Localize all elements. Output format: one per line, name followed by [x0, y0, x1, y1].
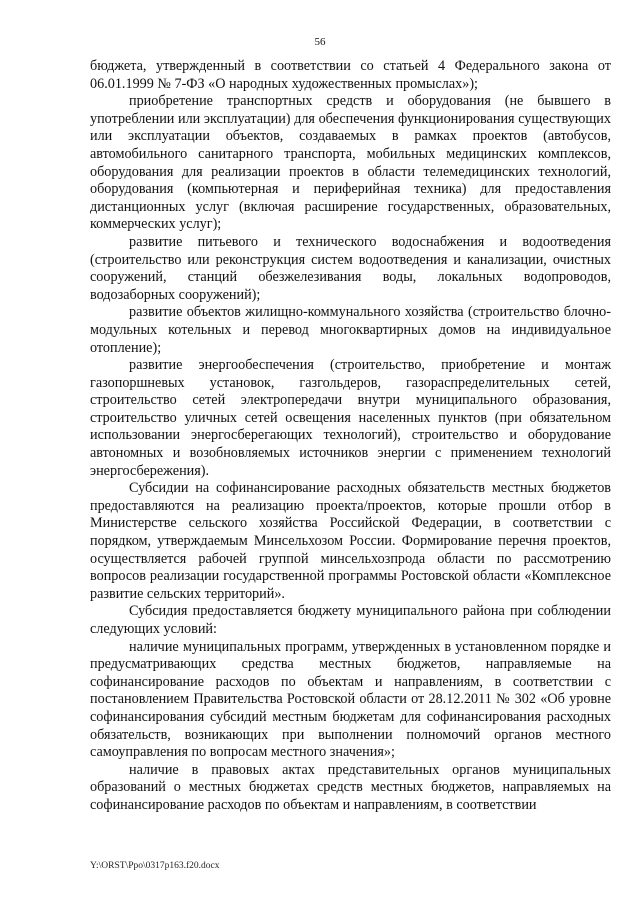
- document-body: [90, 58, 611, 815]
- paragraph-legal-acts: наличие в правовых актах представительных органов муниципальных образований о местных бюджетах средств местных бюджетов, направляемых на софинансирование расходов по объектам и направлениям, в соответствии: [90, 761, 611, 813]
- page-number: 56: [314, 36, 326, 48]
- paragraph-housing-utilities: развитие объектов жилищно-коммунального хозяйства (строительство блочно-модульных котельных и перевод многоквартирных домов на индивидуальное отопление);: [90, 304, 611, 356]
- paragraph-transport: приобретение транспортных средств и оборудования (не бывшего в употреблении или эксплуатации) для обеспечения функционирования существующих или эксплуатации объектов, создаваемых в рамках проектов (автобусов, автомобильного санитарного транспорта, мобильных медицинских комплексов, оборудования для реализации проектов в области телемедицинских технологий, оборудования (компьютерная и периферийная техника) для предоставления дистанционных услуг (включая расширение государственных, образовательных, коммерческих услуг);: [90, 93, 611, 233]
- paragraph-subsidies: Субсидии на софинансирование расходных обязательств местных бюджетов предоставляются на реализацию проекта/проектов, которые прошли отбор в Министерстве сельского хозяйства Российской Федерации, в соответствии с порядком, утверждаемым Минсельхозом России. Формирование перечня проектов, осуществляется рабочей группой минсельхозпрода области по рассмотрению вопросов реализации государственной программы Ростовской области «Комплексное развитие сельских территорий».: [90, 480, 611, 602]
- paragraph-municipal-programs: наличие муниципальных программ, утвержденных в установленном порядке и предусматривающих средства местных бюджетов, направляемые на софинансирование расходов по объектам и направлениям, в соответствии с постановлением Правительства Ростовской области от 28.12.2011 № 302 «Об уровне софинансирования субсидий местным бюджетам для софинансирования расходных обязательств, возникающих при выполнении полномочий органов местного самоуправления по вопросам местного значения»;: [90, 638, 611, 761]
- paragraph-water-supply: развитие питьевого и технического водоснабжения и водоотведения (строительство или реконструкция систем водоотведения и канализации, очистных сооружений, станций обезжелезивания воды, локальных водопроводов, водозаборных сооружений);: [90, 233, 611, 303]
- footer-file-path: Y:\ORST\Ppo\0317p163.f20.docx: [90, 861, 220, 871]
- paragraph-energy-supply: развитие энергообеспечения (строительство, приобретение и монтаж газопоршневых установок, газгольдеров, газораспределительных сетей, строительство сетей электропередачи внутри муниципального образования, строительство уличных сетей освещения населенных пунктов (при обязательном использовании энергосберегающих технологий), строительство и оборудование автономных и возобновляемых источников энергии с применением технологий энергосбережения).: [90, 357, 611, 479]
- paragraph-subsidy-conditions: Субсидия предоставляется бюджету муниципального района при соблюдении следующих условий:: [90, 603, 611, 637]
- paragraph-continuation: бюджета, утвержденный в соответствии со статьей 4 Федерального закона от 06.01.1999 № 7-ФЗ «О народных художественных промыслах»);: [90, 58, 611, 92]
